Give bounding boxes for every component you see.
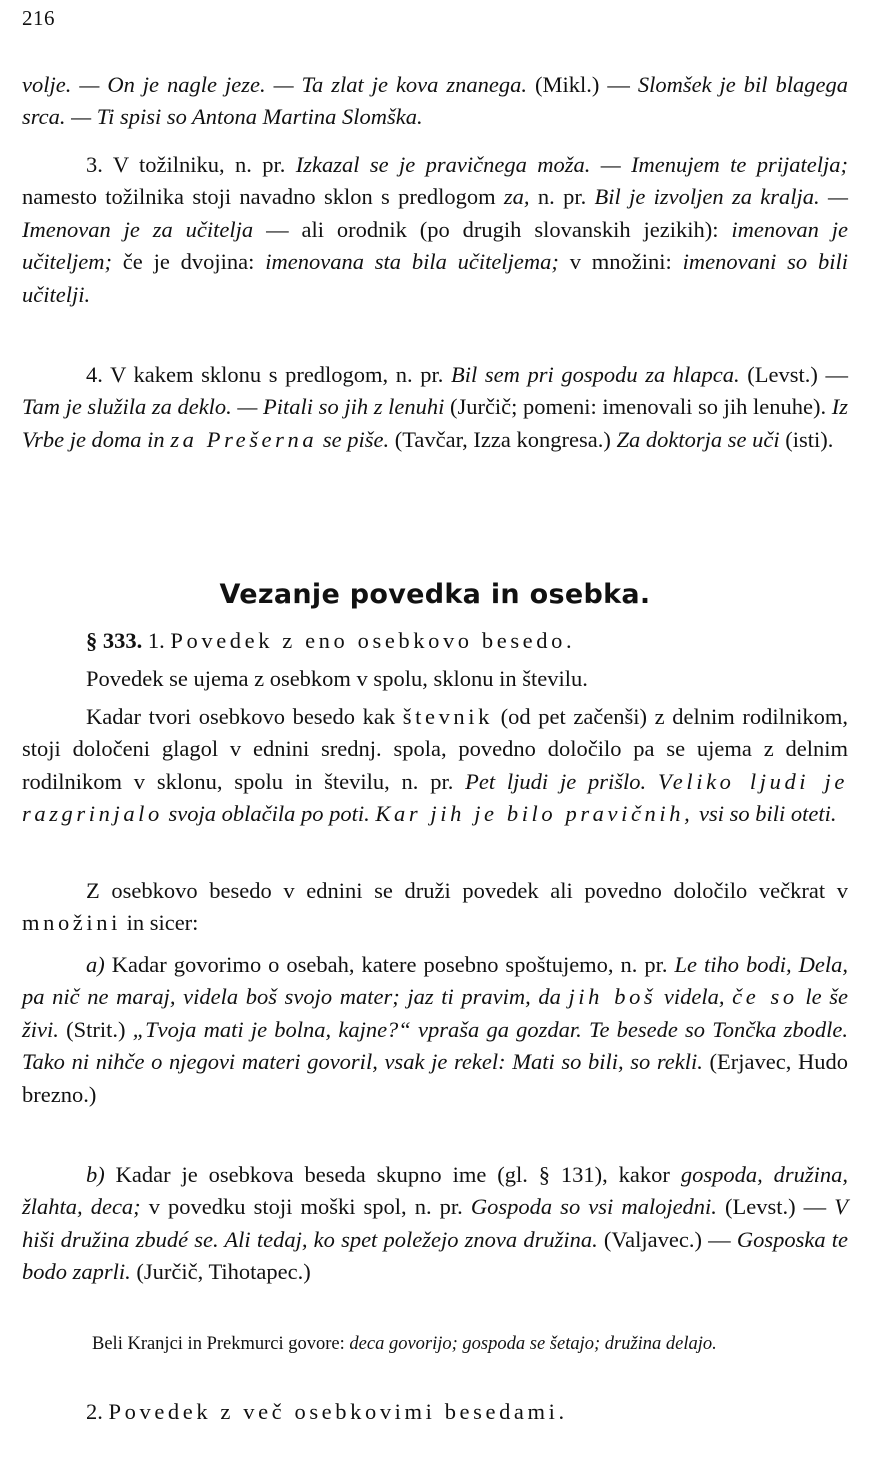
text-run: v množini: bbox=[558, 249, 683, 274]
text-run: Kadar govorimo o osebah, katere posebno spoštujemo, n. pr. bbox=[104, 951, 675, 977]
text-run: Le tiho bodi, Dela, pa nič ne maraj, videla boš svojo mater; jaz ti pravim, da bbox=[22, 951, 848, 1009]
text-run: vsi so bili oteti. bbox=[693, 801, 837, 826]
text-run: Kadar je osebkova beseda skupno ime (gl. § 131), kakor bbox=[104, 1161, 681, 1187]
text-run: (Erjavec, Hudo brezno.) bbox=[22, 1049, 848, 1107]
text-run: števnik bbox=[402, 703, 493, 729]
text-run: Tam je služila za deklo. — Pitali so jih z lenuhi bbox=[22, 394, 445, 419]
text-run: 3. V tožilniku, n. pr. bbox=[86, 151, 296, 177]
text-run: Veliko ljudi je razgrinjalo bbox=[22, 768, 848, 826]
text-run: Z osebkovo besedo v ednini se druži povedek ali povedno določilo večkrat v bbox=[86, 877, 848, 903]
text-run: za, bbox=[503, 184, 530, 209]
text-run: 2. bbox=[86, 1398, 109, 1424]
text-run: Gospoda so vsi malojedni. bbox=[470, 1194, 717, 1219]
text-run: (isti). bbox=[779, 426, 834, 452]
text-run: se piše. bbox=[317, 426, 390, 452]
text-run: in sicer: bbox=[120, 910, 199, 935]
text-run: V hiši družina zbudé se. Ali tedaj, ko spet poležejo znova družina. bbox=[22, 1194, 848, 1252]
text-run: če so bbox=[732, 984, 798, 1009]
text-run: (Mikl.) — bbox=[527, 71, 638, 97]
text-run: jih boš bbox=[568, 984, 657, 1009]
text-run: a) bbox=[86, 951, 105, 977]
text-run: gospoda, družina, žlahta, deca; bbox=[22, 1161, 849, 1219]
text-run: Kar jih je bilo pravičnih, bbox=[375, 801, 694, 826]
paragraph-case-a bbox=[22, 949, 848, 1112]
text-run: Povedek se ujema z osebkom v spolu, sklonu in številu. bbox=[86, 665, 588, 691]
text-run: „Tvoja mati je bolna, kajne?“ vpraša ga gozdar. Te besede so Tončka zbodle. Tako ni nihče o njegovi materi govoril, vsak je rekel: Mati so bili, so rekli. bbox=[22, 1016, 848, 1074]
text-run: n. pr. bbox=[529, 184, 595, 209]
text-run: deca govorijo; gospoda se šetajo; družina delajo. bbox=[349, 1333, 717, 1354]
text-run: 1. bbox=[147, 627, 171, 653]
text-run: (od pet začenši) z delnim rodilnikom, stoji določeni glagol v ednini srednj. spola, povedno določilo pa se ujema z delnim rodilnikom v sklonu, spolu in številu, n. pr. bbox=[22, 703, 848, 794]
text-run: v povedku stoji moški spol, n. pr. bbox=[140, 1194, 471, 1219]
paragraph-predlog bbox=[22, 359, 848, 457]
text-run: Kadar tvori osebkovo besedo kak bbox=[86, 703, 403, 729]
text-run: Bil sem pri gospodu za hlapca. bbox=[451, 361, 740, 387]
text-run: 4. V kakem sklonu s predlogom, n. pr. bbox=[86, 361, 452, 387]
text-run: (Valjavec.) — bbox=[597, 1226, 737, 1252]
text-run: videla, bbox=[656, 984, 733, 1009]
text-run: (Jurčič; pomeni: imenovali so jih lenuhe). bbox=[444, 394, 832, 419]
text-run: svoja oblačila po poti. bbox=[162, 801, 376, 826]
page-number: 216 bbox=[22, 6, 55, 30]
text-run: imenovana sta bila učiteljema; bbox=[265, 249, 559, 274]
text-run: namesto tožilnika stoji navadno sklon s predlogom bbox=[22, 184, 504, 209]
section-heading: Vezanje povedka in osebka. bbox=[219, 579, 651, 611]
text-run: le še živi. bbox=[22, 984, 848, 1042]
small-note bbox=[22, 1330, 848, 1358]
text-run: Gosposka te bodo zaprli. bbox=[22, 1226, 848, 1284]
text-run: množini bbox=[22, 910, 121, 935]
text-run: § 333. bbox=[86, 627, 148, 653]
text-run: Iz Vrbe je doma in bbox=[22, 394, 848, 452]
text-run: imenovan je učiteljem; bbox=[22, 216, 848, 274]
text-run: Bil je izvoljen za kralja. — Imenovan je za učitelja bbox=[22, 184, 848, 242]
text-run: če je dvojina: bbox=[111, 249, 266, 274]
text-run: (Tavčar, Izza kongresa.) bbox=[389, 426, 617, 452]
paragraph-tozilnik bbox=[22, 149, 848, 312]
paragraph-mnozina bbox=[22, 875, 848, 940]
text-run: (Levst.) — bbox=[739, 361, 848, 387]
text-run: Izkazal se je pravičnega moža. — Imenujem te prijatelja; bbox=[295, 151, 848, 177]
paragraph-vec-osebkov bbox=[22, 1396, 848, 1429]
text-run: Povedek z eno osebkovo besedo. bbox=[170, 627, 576, 653]
text-run: Slomšek je bil blagega srca. — Ti spisi so Antona Martina Slomška. bbox=[22, 71, 848, 129]
text-run: Beli Kranjci in Prekmurci govore: bbox=[92, 1333, 350, 1354]
text-run: (Jurčič, Tihotapec.) bbox=[130, 1259, 311, 1284]
text-run: Povedek z več osebkovimi besedami. bbox=[108, 1398, 568, 1424]
paragraph-ujemanje bbox=[22, 663, 848, 696]
text-run: Pet ljudi je prišlo. bbox=[465, 768, 658, 794]
text-run: volje. — On je nagle jeze. — Ta zlat je kova znanega. bbox=[22, 71, 528, 97]
paragraph-section-333 bbox=[22, 625, 848, 658]
text-run: (Strit.) bbox=[58, 1016, 133, 1042]
text-run: b) bbox=[86, 1161, 105, 1187]
text-run: imenovani so bili učitelji. bbox=[22, 249, 848, 307]
paragraph-case-b bbox=[22, 1159, 848, 1289]
text-run: za Prešerna bbox=[170, 426, 318, 452]
text-run: — ali orodnik (po drugih slovanskih jezikih): bbox=[253, 216, 732, 242]
text-run: (Levst.) — bbox=[716, 1194, 835, 1219]
text-run: Za doktorja se uči bbox=[616, 426, 780, 452]
paragraph-stevnik bbox=[22, 701, 848, 831]
paragraph-continuation bbox=[22, 69, 848, 134]
